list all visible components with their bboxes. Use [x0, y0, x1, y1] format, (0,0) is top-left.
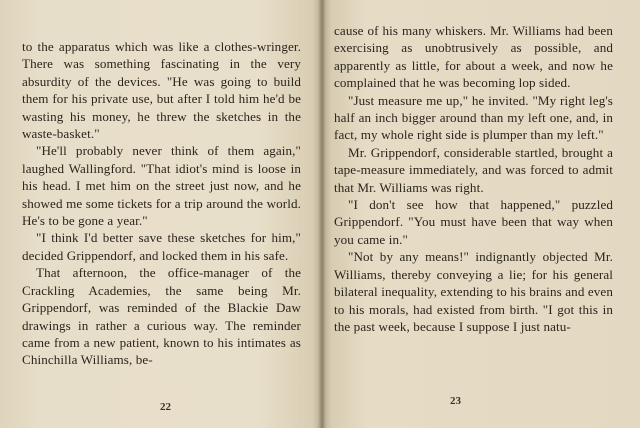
- paragraph: "He'll probably never think of them again," laughed Wallingford. "That idiot's mind is loose in his head. I met him on the street just now, and he showed me some tickets for a trip around the world. He's to be gone a year.": [22, 143, 301, 229]
- page-number: 22: [160, 401, 171, 413]
- paragraph: to the apparatus which was like a clothes-wringer. There was something fascinating in the very absurdity of the devices. "He was going to build them for his private use, but after I told him he'd be wasting his money, he threw the sketches in the waste-basket.": [22, 39, 301, 142]
- paragraph: "Not by any means!" indignantly objected Mr. Williams, thereby conveying a lie; for his general bilateral inequality, extending to his brains and even to his morals, had existed from birth. "I got this in the past week, because I suppose I just natu-: [334, 249, 613, 334]
- paragraph: That afternoon, the office-manager of the Crackling Academies, the same being Mr. Grippendorf, was reminded of the Blackie Daw drawings in rather a curious way. The reminder came from a new patient, known to his intimates as Chinchilla Williams, be-: [22, 265, 301, 368]
- paragraph: "I don't see how that happened," puzzled Grippendorf. "You must have been that way when you came in.": [334, 197, 613, 247]
- paragraph: "I think I'd better save these sketches for him," decided Grippendorf, and locked them in his safe.: [22, 230, 301, 263]
- page-number: 23: [450, 395, 461, 407]
- right-page: [322, 0, 640, 428]
- paragraph: cause of his many whiskers. Mr. Williams had been exercising as unobtrusively as possible, and apparently as little, for about a week, and now he complained that he was becoming lop sided.: [334, 23, 613, 91]
- left-page-text: [22, 38, 301, 369]
- paragraph: "Just measure me up," he invited. "My right leg's half an inch bigger around than my left one, and, in fact, my whole right side is plumper than my left.": [334, 92, 613, 143]
- paragraph: Mr. Grippendorf, considerable startled, brought a tape-measure immediately, and was forced to admit that Mr. Williams was right.: [334, 144, 613, 195]
- right-page-text: [334, 22, 613, 335]
